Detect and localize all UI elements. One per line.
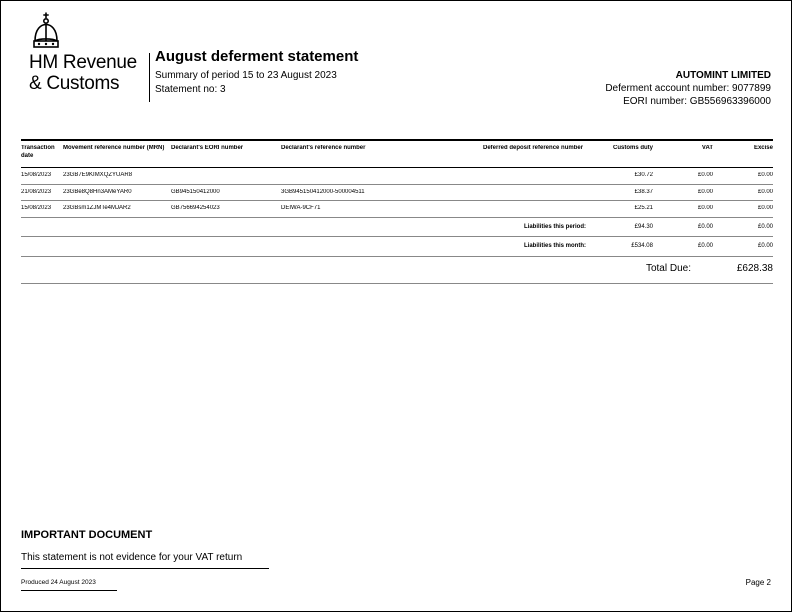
liabilities-month-excise: £0.00 [757,243,773,249]
deferment-account-number: Deferment account number: 9077899 [605,83,771,94]
cell-transaction-date: 21/08/2023 [21,188,52,195]
cell-customs-duty: £25.21 [634,205,653,211]
hmrc-logo-text [29,52,137,94]
cell-declarant-eori [171,172,281,180]
produced-divider [21,590,117,591]
cell-declarant-eori: GB945150412000 [171,188,220,195]
statement-number: Statement no: 3 [155,84,226,95]
cell-mrn: 23GBe8Q8Hn3AMeYAR0 [63,188,132,195]
col-header-transaction-date: Transaction date [21,145,55,159]
company-name: AUTOMINT LIMITED [675,70,771,81]
total-due-label: Total Due: [645,263,691,275]
liabilities-period-excise: £0.00 [757,223,773,230]
hmrc-crown-icon [31,11,61,49]
cell-mrn: 23GB7E9KIMXQZYUAR8 [63,172,133,178]
cell-deferred-deposit-ref [483,189,596,197]
liabilities-period-customs: £94.30 [634,223,653,230]
hmrc-logo-line2: & Customs [29,73,120,94]
col-header-mrn: Movement reference number (MRN) [63,145,165,151]
vat-return-note: This statement is not evidence for your VAT return [21,552,243,563]
table-row [21,168,773,185]
table-row [21,185,773,202]
logo-divider [149,53,150,102]
liabilities-month-vat: £0.00 [697,243,713,249]
cell-customs-duty: £38.37 [634,188,653,195]
page-title: August deferment statement [155,48,359,65]
deferment-table [21,139,773,284]
col-header-customs-duty: Customs duty [612,145,653,151]
liabilities-period-label: Liabilities this period: [523,223,586,230]
total-due-row [21,257,773,284]
liabilities-period-row [21,218,773,238]
col-header-excise: Excise [753,145,773,151]
cell-deferred-deposit-ref [483,205,596,213]
table-row [21,201,773,218]
liabilities-period-vat: £0.00 [697,223,713,230]
cell-deferred-deposit-ref [483,172,596,180]
table-header-row [21,139,773,168]
col-header-deferred-deposit-ref: Deferred deposit reference number [483,145,584,151]
hmrc-logo [29,11,137,94]
hmrc-logo-line1: HM Revenue [29,52,137,73]
footer-divider [21,568,269,569]
produced-date: Produced 24 August 2023 [21,579,96,586]
cell-excise: £0.00 [757,172,773,178]
account-block [605,69,771,108]
cell-customs-duty: £30.72 [634,172,653,178]
cell-vat: £0.00 [697,205,713,211]
cell-excise: £0.00 [757,205,773,211]
liabilities-month-customs: £534.08 [631,243,653,249]
cell-mrn: 23GBsm1ZJMTe4MJAR2 [63,205,131,211]
page-number: Page 2 [745,578,771,587]
total-due-value: £628.38 [736,263,773,275]
cell-vat: £0.00 [697,188,713,195]
col-header-vat: VAT [701,145,713,151]
cell-excise: £0.00 [757,188,773,195]
col-header-declarant-eori: Declarant's EORI number [171,145,244,151]
cell-transaction-date: 15/08/2023 [21,205,52,211]
cell-declarant-ref: 3GB945150412000-500004511 [281,188,365,195]
cell-declarant-ref: DEIWA-9CF71 [281,205,321,211]
col-header-declarant-ref: Declarant's reference number [281,145,366,151]
cell-transaction-date: 15/08/2023 [21,172,52,178]
cell-vat: £0.00 [697,172,713,178]
eori-number: EORI number: GB556963396000 [623,96,771,107]
important-document-heading: IMPORTANT DOCUMENT [21,529,153,541]
title-block [155,48,358,95]
cell-declarant-eori: GB756694254023 [171,205,220,211]
period-subtitle: Summary of period 15 to 23 August 2023 [155,70,337,81]
liabilities-month-row [21,237,773,257]
cell-declarant-ref [281,172,483,180]
liabilities-month-label: Liabilities this month: [523,243,586,249]
